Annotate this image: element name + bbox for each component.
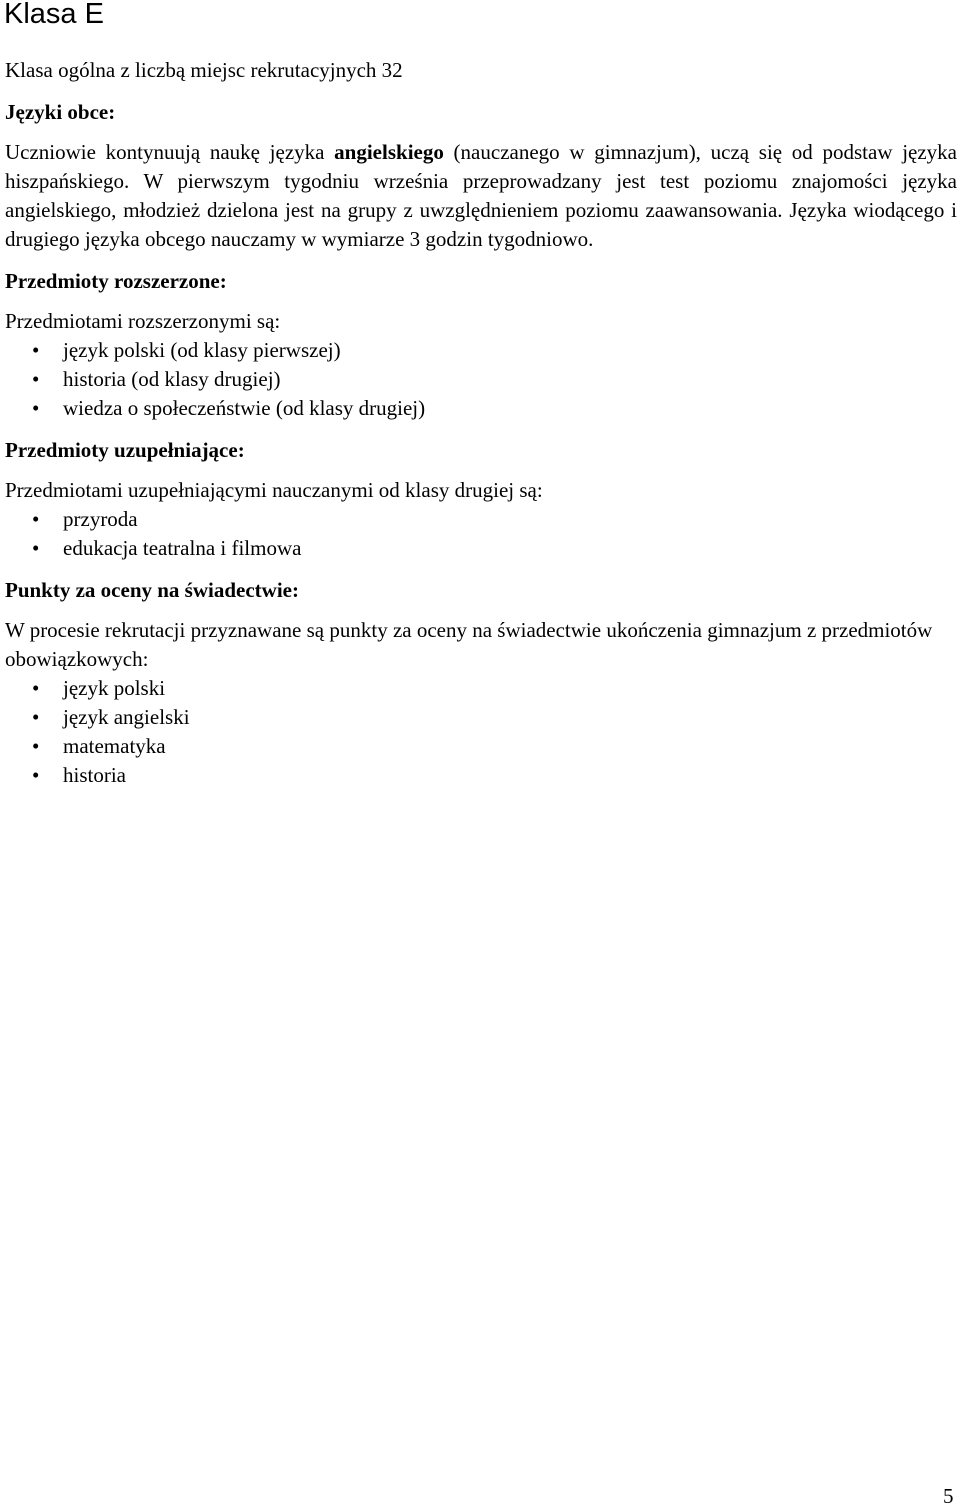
page-number: 5 [943,1484,954,1508]
list-item: • edukacja teatralna i filmowa [5,534,957,563]
extended-subjects-intro: Przedmiotami rozszerzonymi są: [5,309,281,333]
page-title: Klasa E [4,0,104,30]
languages-paragraph [5,138,957,254]
list-item: • historia [5,761,957,790]
list-item: • historia (od klasy drugiej) [5,365,957,394]
supplementary-subjects-intro: Przedmiotami uzupełniającymi nauczanymi od klasy drugiej są: [5,478,543,502]
extended-subjects-heading: Przedmioty rozszerzone: [5,269,227,293]
list-item: • wiedza o społeczeństwie (od klasy drugiej) [5,394,957,423]
list-item: • przyroda [5,505,957,534]
list-item: • język angielski [5,703,957,732]
document-body [5,56,957,790]
points-subjects-list [5,674,957,790]
languages-paragraph-end: (nauczanego w gimnazjum), uczą się od podstaw języka hiszpańskiego. W pierwszym tygodniu września przeprowadzany jest test poziomu znajomości języka angielskiego, młodzież dzielona jest na grupy z uwzględnieniem poziomu zaawansowania. Języka wiodącego i drugiego języka obcego nauczamy w wymiarze 3 godzin tygodniowo. [5,140,957,251]
list-item: • język polski (od klasy pierwszej) [5,336,957,365]
points-intro: W procesie rekrutacji przyznawane są punkty za oceny na świadectwie ukończenia gimnazjum z przedmiotów obowiązkowych: [5,618,933,671]
supplementary-subjects-heading: Przedmioty uzupełniające: [5,438,245,462]
supplementary-subjects-list [5,505,957,563]
list-item: • język polski [5,674,957,703]
points-heading: Punkty za oceny na świadectwie: [5,578,299,602]
languages-paragraph-start: Uczniowie kontynuują naukę języka [5,140,335,164]
languages-paragraph-bold: angielskiego [334,140,444,164]
list-item: • matematyka [5,732,957,761]
extended-subjects-list [5,336,957,423]
languages-heading: Języki obce: [5,100,116,124]
class-info: Klasa ogólna z liczbą miejsc rekrutacyjnych 32 [5,58,403,82]
